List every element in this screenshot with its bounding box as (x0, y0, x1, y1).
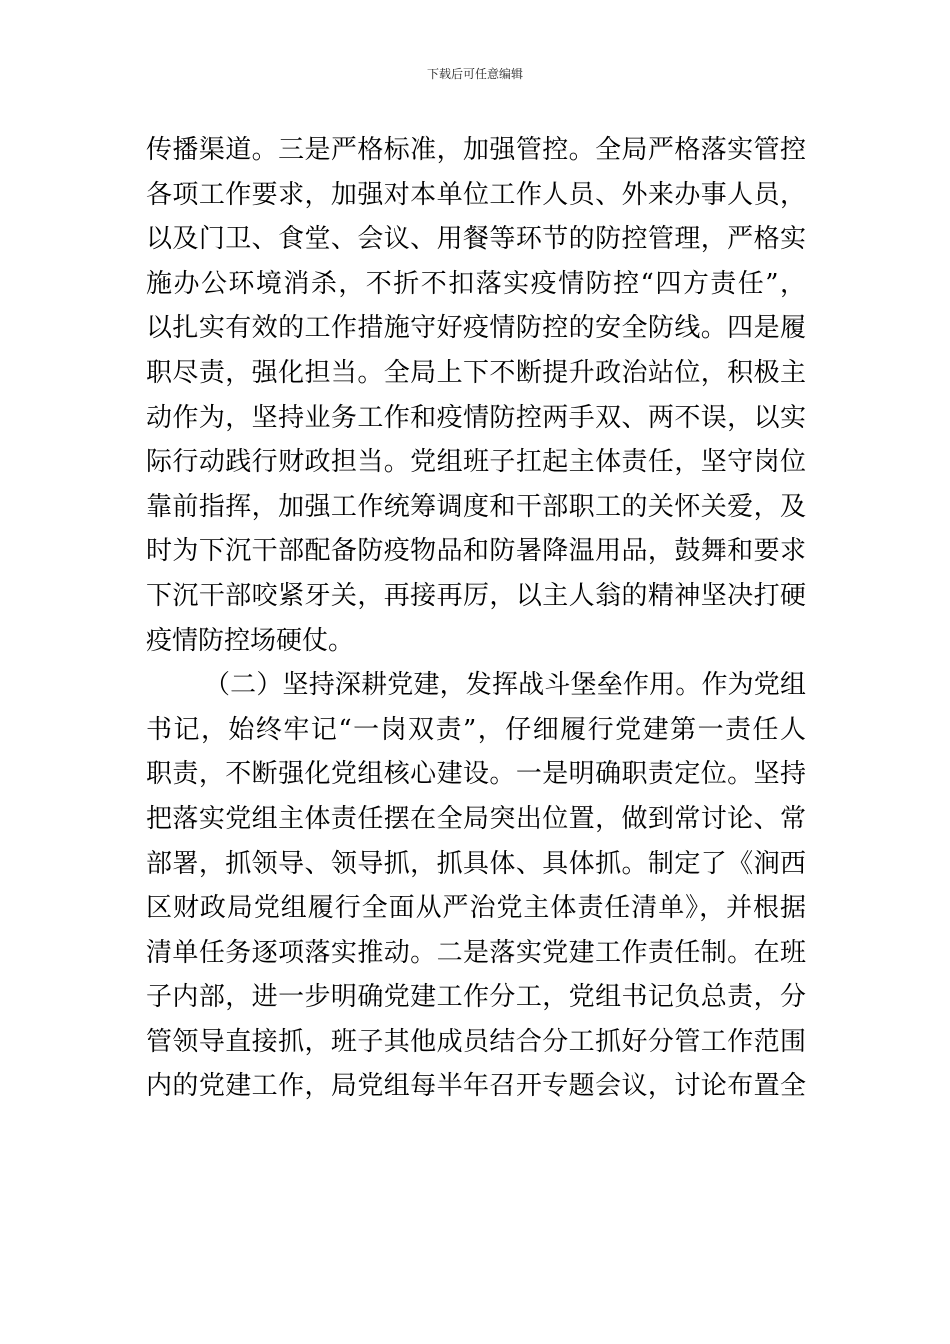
text-line: 职尽责，强化担当。全局上下不断提升政治站位，积极主 (146, 357, 806, 388)
text-line: 施办公环境消杀，不折不扣落实疫情防控“四方责任”， (146, 268, 806, 299)
text-line: 以及门卫、食堂、会议、用餐等环节的防控管理，严格实 (146, 224, 806, 255)
text-line: 职责，不断强化党组核心建设。一是明确职责定位。坚持 (146, 759, 806, 790)
document-body (146, 128, 806, 1109)
text-line: 际行动践行财政担当。党组班子扛起主体责任，坚守岗位 (146, 447, 806, 478)
text-line: 传播渠道。三是严格标准，加强管控。全局严格落实管控 (146, 135, 806, 165)
text-line: 疫情防控场硬仗。 (146, 625, 355, 656)
text-line: 各项工作要求，加强对本单位工作人员、外来办事人员， (146, 179, 806, 210)
text-line: 靠前指挥，加强工作统筹调度和干部职工的关怀关爱，及 (146, 491, 806, 522)
text-line: 书记，始终牢记“一岗双责”，仔细履行党建第一责任人 (146, 714, 806, 745)
text-line: 动作为，坚持业务工作和疫情防控两手双、两不误，以实 (146, 402, 806, 433)
text-line: 清单任务逐项落实推动。二是落实党建工作责任制。在班 (146, 937, 806, 968)
text-line: 时为下沉干部配备防疫物品和防暑降温用品，鼓舞和要求 (146, 536, 806, 567)
text-line: 部署，抓领导、领导抓，抓具体、具体抓。制定了《涧西 (146, 848, 806, 879)
text-line: （二）坚持深耕党建，发挥战斗堡垒作用。作为党组 (204, 670, 806, 701)
text-line: 下沉干部咬紧牙关，再接再厉，以主人翁的精神坚决打硬 (146, 580, 806, 611)
page-header-note: 下载后可任意编辑 (426, 67, 523, 81)
text-line: 把落实党组主体责任摆在全局突出位置，做到常讨论、常 (146, 803, 806, 834)
text-line: 子内部，进一步明确党建工作分工，党组书记负总责，分 (146, 982, 806, 1013)
text-line: 以扎实有效的工作措施守好疫情防控的安全防线。四是履 (146, 313, 806, 344)
text-line: 管领导直接抓，班子其他成员结合分工抓好分管工作范围 (146, 1026, 806, 1057)
text-line: 区财政局党组履行全面从严治党主体责任清单》，并根据 (146, 893, 806, 924)
text-line: 内的党建工作，局党组每半年召开专题会议，讨论布置全 (146, 1071, 806, 1102)
